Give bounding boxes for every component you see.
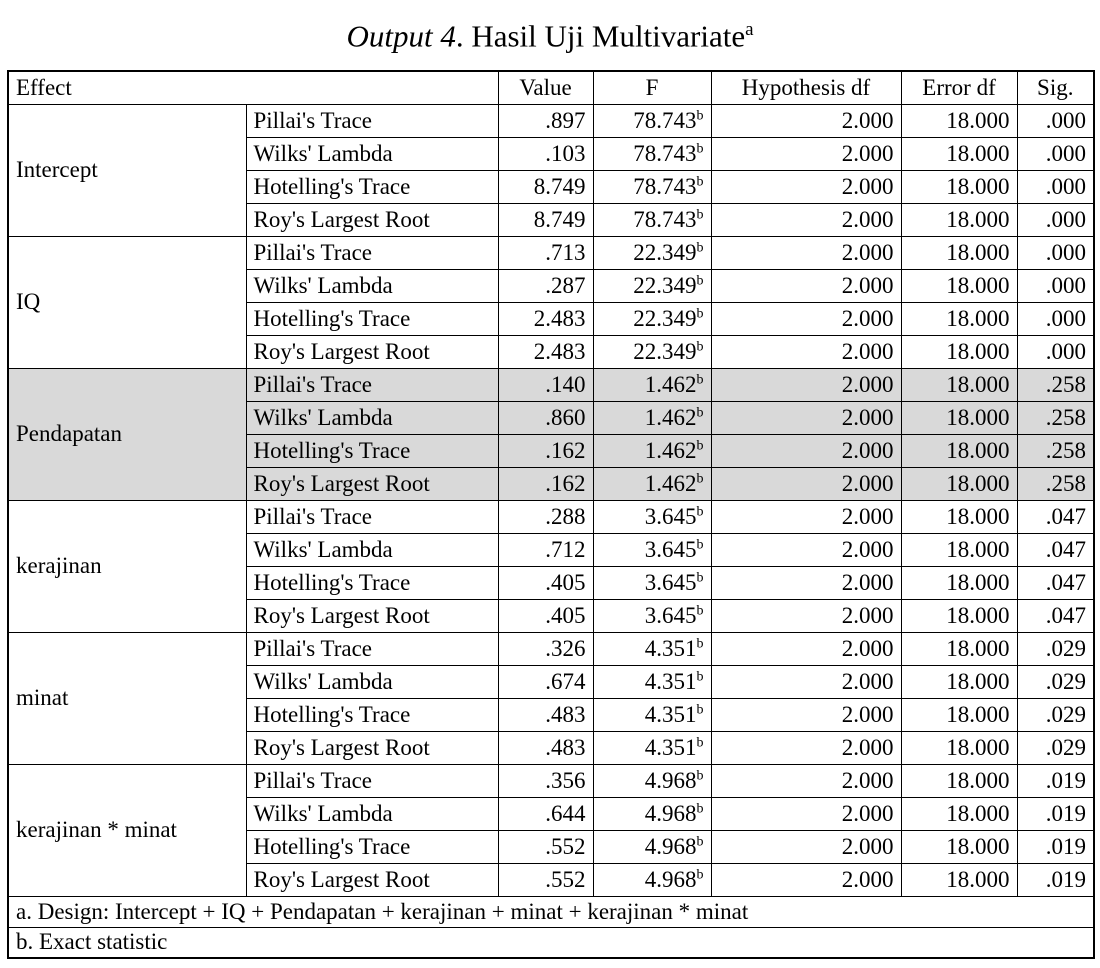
error-df-cell: 18.000 <box>901 797 1017 830</box>
error-df-cell: 18.000 <box>901 401 1017 434</box>
footnote-row <box>8 896 1094 927</box>
hypothesis-df-cell: 2.000 <box>711 665 901 698</box>
value-cell: .326 <box>498 632 593 665</box>
sig-cell: .029 <box>1017 632 1094 665</box>
f-cell: 1.462$^b$ <box>593 368 711 401</box>
footnote-row <box>8 927 1094 958</box>
error-df-cell: 18.000 <box>901 632 1017 665</box>
hypothesis-df-cell: 2.000 <box>711 566 901 599</box>
effect-label: minat <box>8 632 246 764</box>
sig-cell: .019 <box>1017 830 1094 863</box>
error-df-cell: 18.000 <box>901 665 1017 698</box>
sig-cell: .258 <box>1017 434 1094 467</box>
f-cell: 78.743$^b$ <box>593 170 711 203</box>
error-df-cell: 18.000 <box>901 566 1017 599</box>
error-df-cell: 18.000 <box>901 236 1017 269</box>
test-name-cell: Wilks' Lambda <box>246 401 498 434</box>
test-name-cell: Hotelling's Trace <box>246 566 498 599</box>
hypothesis-df-cell: 2.000 <box>711 368 901 401</box>
f-footnote-marker: b <box>696 437 704 453</box>
error-df-cell: 18.000 <box>901 335 1017 368</box>
f-cell: 4.968$^b$ <box>593 764 711 797</box>
test-name-cell: Roy's Largest Root <box>246 203 498 236</box>
value-cell: .552 <box>498 863 593 896</box>
hypothesis-df-cell: 2.000 <box>711 104 901 137</box>
test-name-cell: Hotelling's Trace <box>246 434 498 467</box>
title-text: . Hasil Uji Multivariate <box>455 18 746 54</box>
table-row <box>8 632 1094 665</box>
value-cell: .356 <box>498 764 593 797</box>
error-df-cell: 18.000 <box>901 764 1017 797</box>
f-footnote-marker: b <box>696 206 704 222</box>
test-name-cell: Wilks' Lambda <box>246 269 498 302</box>
f-cell: 4.968$^b$ <box>593 830 711 863</box>
f-cell: 4.968$^b$ <box>593 863 711 896</box>
value-cell: .162 <box>498 434 593 467</box>
effect-label: kerajinan <box>8 500 246 632</box>
f-cell: 78.743$^b$ <box>593 203 711 236</box>
column-header-hypothesis-df: Hypothesis df <box>711 71 901 104</box>
sig-cell: .258 <box>1017 401 1094 434</box>
hypothesis-df-cell: 2.000 <box>711 599 901 632</box>
f-cell: 22.349$^b$ <box>593 335 711 368</box>
value-cell: .405 <box>498 566 593 599</box>
sig-cell: .019 <box>1017 797 1094 830</box>
f-footnote-marker: b <box>696 569 704 585</box>
table-row <box>8 104 1094 137</box>
f-footnote-marker: b <box>696 140 704 156</box>
test-name-cell: Wilks' Lambda <box>246 665 498 698</box>
error-df-cell: 18.000 <box>901 269 1017 302</box>
table-row <box>8 236 1094 269</box>
value-cell: .897 <box>498 104 593 137</box>
value-cell: .483 <box>498 731 593 764</box>
value-cell: .103 <box>498 137 593 170</box>
sig-cell: .047 <box>1017 500 1094 533</box>
test-name-cell: Roy's Largest Root <box>246 335 498 368</box>
hypothesis-df-cell: 2.000 <box>711 863 901 896</box>
value-cell: .644 <box>498 797 593 830</box>
f-cell: 3.645$^b$ <box>593 599 711 632</box>
f-cell: 4.351$^b$ <box>593 665 711 698</box>
sig-cell: .258 <box>1017 467 1094 500</box>
f-cell: 78.743$^b$ <box>593 137 711 170</box>
value-cell: 2.483 <box>498 302 593 335</box>
footnote-text: b. Exact statistic <box>8 927 1094 958</box>
hypothesis-df-cell: 2.000 <box>711 137 901 170</box>
footnote-text: a. Design: Intercept + IQ + Pendapatan + kerajinan + minat + kerajinan * minat <box>8 896 1094 927</box>
value-cell: .712 <box>498 533 593 566</box>
header-row <box>8 71 1094 104</box>
error-df-cell: 18.000 <box>901 698 1017 731</box>
test-name-cell: Hotelling's Trace <box>246 170 498 203</box>
hypothesis-df-cell: 2.000 <box>711 830 901 863</box>
sig-cell: .000 <box>1017 335 1094 368</box>
error-df-cell: 18.000 <box>901 731 1017 764</box>
f-footnote-marker: b <box>696 239 704 255</box>
f-footnote-marker: b <box>696 272 704 288</box>
sig-cell: .000 <box>1017 203 1094 236</box>
f-cell: 3.645$^b$ <box>593 566 711 599</box>
test-name-cell: Pillai's Trace <box>246 236 498 269</box>
hypothesis-df-cell: 2.000 <box>711 401 901 434</box>
hypothesis-df-cell: 2.000 <box>711 203 901 236</box>
table-body <box>8 104 1094 958</box>
f-cell: 4.351$^b$ <box>593 731 711 764</box>
test-name-cell: Hotelling's Trace <box>246 830 498 863</box>
f-cell: 4.968$^b$ <box>593 797 711 830</box>
hypothesis-df-cell: 2.000 <box>711 533 901 566</box>
f-cell: 1.462$^b$ <box>593 467 711 500</box>
hypothesis-df-cell: 2.000 <box>711 335 901 368</box>
title-footnote-marker: a <box>745 19 754 40</box>
error-df-cell: 18.000 <box>901 599 1017 632</box>
value-cell: .140 <box>498 368 593 401</box>
f-cell: 78.743$^b$ <box>593 104 711 137</box>
f-footnote-marker: b <box>696 767 704 783</box>
error-df-cell: 18.000 <box>901 830 1017 863</box>
test-name-cell: Roy's Largest Root <box>246 467 498 500</box>
value-cell: .162 <box>498 467 593 500</box>
f-footnote-marker: b <box>696 173 704 189</box>
sig-cell: .019 <box>1017 863 1094 896</box>
sig-cell: .029 <box>1017 665 1094 698</box>
test-name-cell: Pillai's Trace <box>246 104 498 137</box>
error-df-cell: 18.000 <box>901 434 1017 467</box>
value-cell: .287 <box>498 269 593 302</box>
test-name-cell: Pillai's Trace <box>246 368 498 401</box>
table-row <box>8 500 1094 533</box>
effect-label: kerajinan * minat <box>8 764 246 896</box>
hypothesis-df-cell: 2.000 <box>711 500 901 533</box>
value-cell: 8.749 <box>498 203 593 236</box>
f-cell: 4.351$^b$ <box>593 632 711 665</box>
sig-cell: .047 <box>1017 533 1094 566</box>
f-footnote-marker: b <box>696 800 704 816</box>
f-footnote-marker: b <box>696 536 704 552</box>
hypothesis-df-cell: 2.000 <box>711 797 901 830</box>
sig-cell: .029 <box>1017 731 1094 764</box>
sig-cell: .019 <box>1017 764 1094 797</box>
effect-label: Intercept <box>8 104 246 236</box>
f-cell: 1.462$^b$ <box>593 434 711 467</box>
table-row <box>8 368 1094 401</box>
f-cell: 22.349$^b$ <box>593 236 711 269</box>
test-name-cell: Roy's Largest Root <box>246 731 498 764</box>
value-cell: .713 <box>498 236 593 269</box>
sig-cell: .258 <box>1017 368 1094 401</box>
f-footnote-marker: b <box>696 404 704 420</box>
value-cell: 8.749 <box>498 170 593 203</box>
page-title <box>0 0 1100 70</box>
table-row <box>8 764 1094 797</box>
f-cell: 1.462$^b$ <box>593 401 711 434</box>
value-cell: .860 <box>498 401 593 434</box>
f-footnote-marker: b <box>696 833 704 849</box>
error-df-cell: 18.000 <box>901 467 1017 500</box>
test-name-cell: Hotelling's Trace <box>246 302 498 335</box>
error-df-cell: 18.000 <box>901 203 1017 236</box>
f-footnote-marker: b <box>696 503 704 519</box>
hypothesis-df-cell: 2.000 <box>711 632 901 665</box>
hypothesis-df-cell: 2.000 <box>711 698 901 731</box>
value-cell: .288 <box>498 500 593 533</box>
value-cell: 2.483 <box>498 335 593 368</box>
sig-cell: .000 <box>1017 302 1094 335</box>
sig-cell: .047 <box>1017 599 1094 632</box>
f-footnote-marker: b <box>696 635 704 651</box>
value-cell: .674 <box>498 665 593 698</box>
test-name-cell: Pillai's Trace <box>246 764 498 797</box>
column-header-effect: Effect <box>8 71 498 104</box>
test-name-cell: Wilks' Lambda <box>246 797 498 830</box>
f-cell: 3.645$^b$ <box>593 533 711 566</box>
test-name-cell: Roy's Largest Root <box>246 863 498 896</box>
hypothesis-df-cell: 2.000 <box>711 467 901 500</box>
sig-cell: .047 <box>1017 566 1094 599</box>
f-footnote-marker: b <box>696 701 704 717</box>
f-footnote-marker: b <box>696 470 704 486</box>
f-footnote-marker: b <box>696 107 704 123</box>
column-header-value: Value <box>498 71 593 104</box>
error-df-cell: 18.000 <box>901 104 1017 137</box>
error-df-cell: 18.000 <box>901 863 1017 896</box>
f-cell: 22.349$^b$ <box>593 302 711 335</box>
title-output-number: Output 4 <box>346 18 456 54</box>
error-df-cell: 18.000 <box>901 170 1017 203</box>
hypothesis-df-cell: 2.000 <box>711 269 901 302</box>
error-df-cell: 18.000 <box>901 368 1017 401</box>
hypothesis-df-cell: 2.000 <box>711 764 901 797</box>
f-footnote-marker: b <box>696 668 704 684</box>
hypothesis-df-cell: 2.000 <box>711 434 901 467</box>
f-cell: 3.645$^b$ <box>593 500 711 533</box>
column-header-f: F <box>593 71 711 104</box>
sig-cell: .000 <box>1017 137 1094 170</box>
f-footnote-marker: b <box>696 305 704 321</box>
f-footnote-marker: b <box>696 734 704 750</box>
column-header-error-df: Error df <box>901 71 1017 104</box>
error-df-cell: 18.000 <box>901 302 1017 335</box>
error-df-cell: 18.000 <box>901 500 1017 533</box>
error-df-cell: 18.000 <box>901 533 1017 566</box>
error-df-cell: 18.000 <box>901 137 1017 170</box>
sig-cell: .029 <box>1017 698 1094 731</box>
hypothesis-df-cell: 2.000 <box>711 236 901 269</box>
f-footnote-marker: b <box>696 371 704 387</box>
f-footnote-marker: b <box>696 602 704 618</box>
hypothesis-df-cell: 2.000 <box>711 731 901 764</box>
sig-cell: .000 <box>1017 269 1094 302</box>
hypothesis-df-cell: 2.000 <box>711 170 901 203</box>
value-cell: .483 <box>498 698 593 731</box>
sig-cell: .000 <box>1017 170 1094 203</box>
f-footnote-marker: b <box>696 338 704 354</box>
column-header-sig: Sig. <box>1017 71 1094 104</box>
multivariate-test-table <box>7 70 1095 959</box>
sig-cell: .000 <box>1017 104 1094 137</box>
sig-cell: .000 <box>1017 236 1094 269</box>
test-name-cell: Pillai's Trace <box>246 500 498 533</box>
f-cell: 22.349$^b$ <box>593 269 711 302</box>
effect-label: Pendapatan <box>8 368 246 500</box>
test-name-cell: Wilks' Lambda <box>246 137 498 170</box>
value-cell: .552 <box>498 830 593 863</box>
test-name-cell: Hotelling's Trace <box>246 698 498 731</box>
test-name-cell: Wilks' Lambda <box>246 533 498 566</box>
f-cell: 4.351$^b$ <box>593 698 711 731</box>
value-cell: .405 <box>498 599 593 632</box>
test-name-cell: Pillai's Trace <box>246 632 498 665</box>
hypothesis-df-cell: 2.000 <box>711 302 901 335</box>
test-name-cell: Roy's Largest Root <box>246 599 498 632</box>
effect-label: IQ <box>8 236 246 368</box>
f-footnote-marker: b <box>696 866 704 882</box>
